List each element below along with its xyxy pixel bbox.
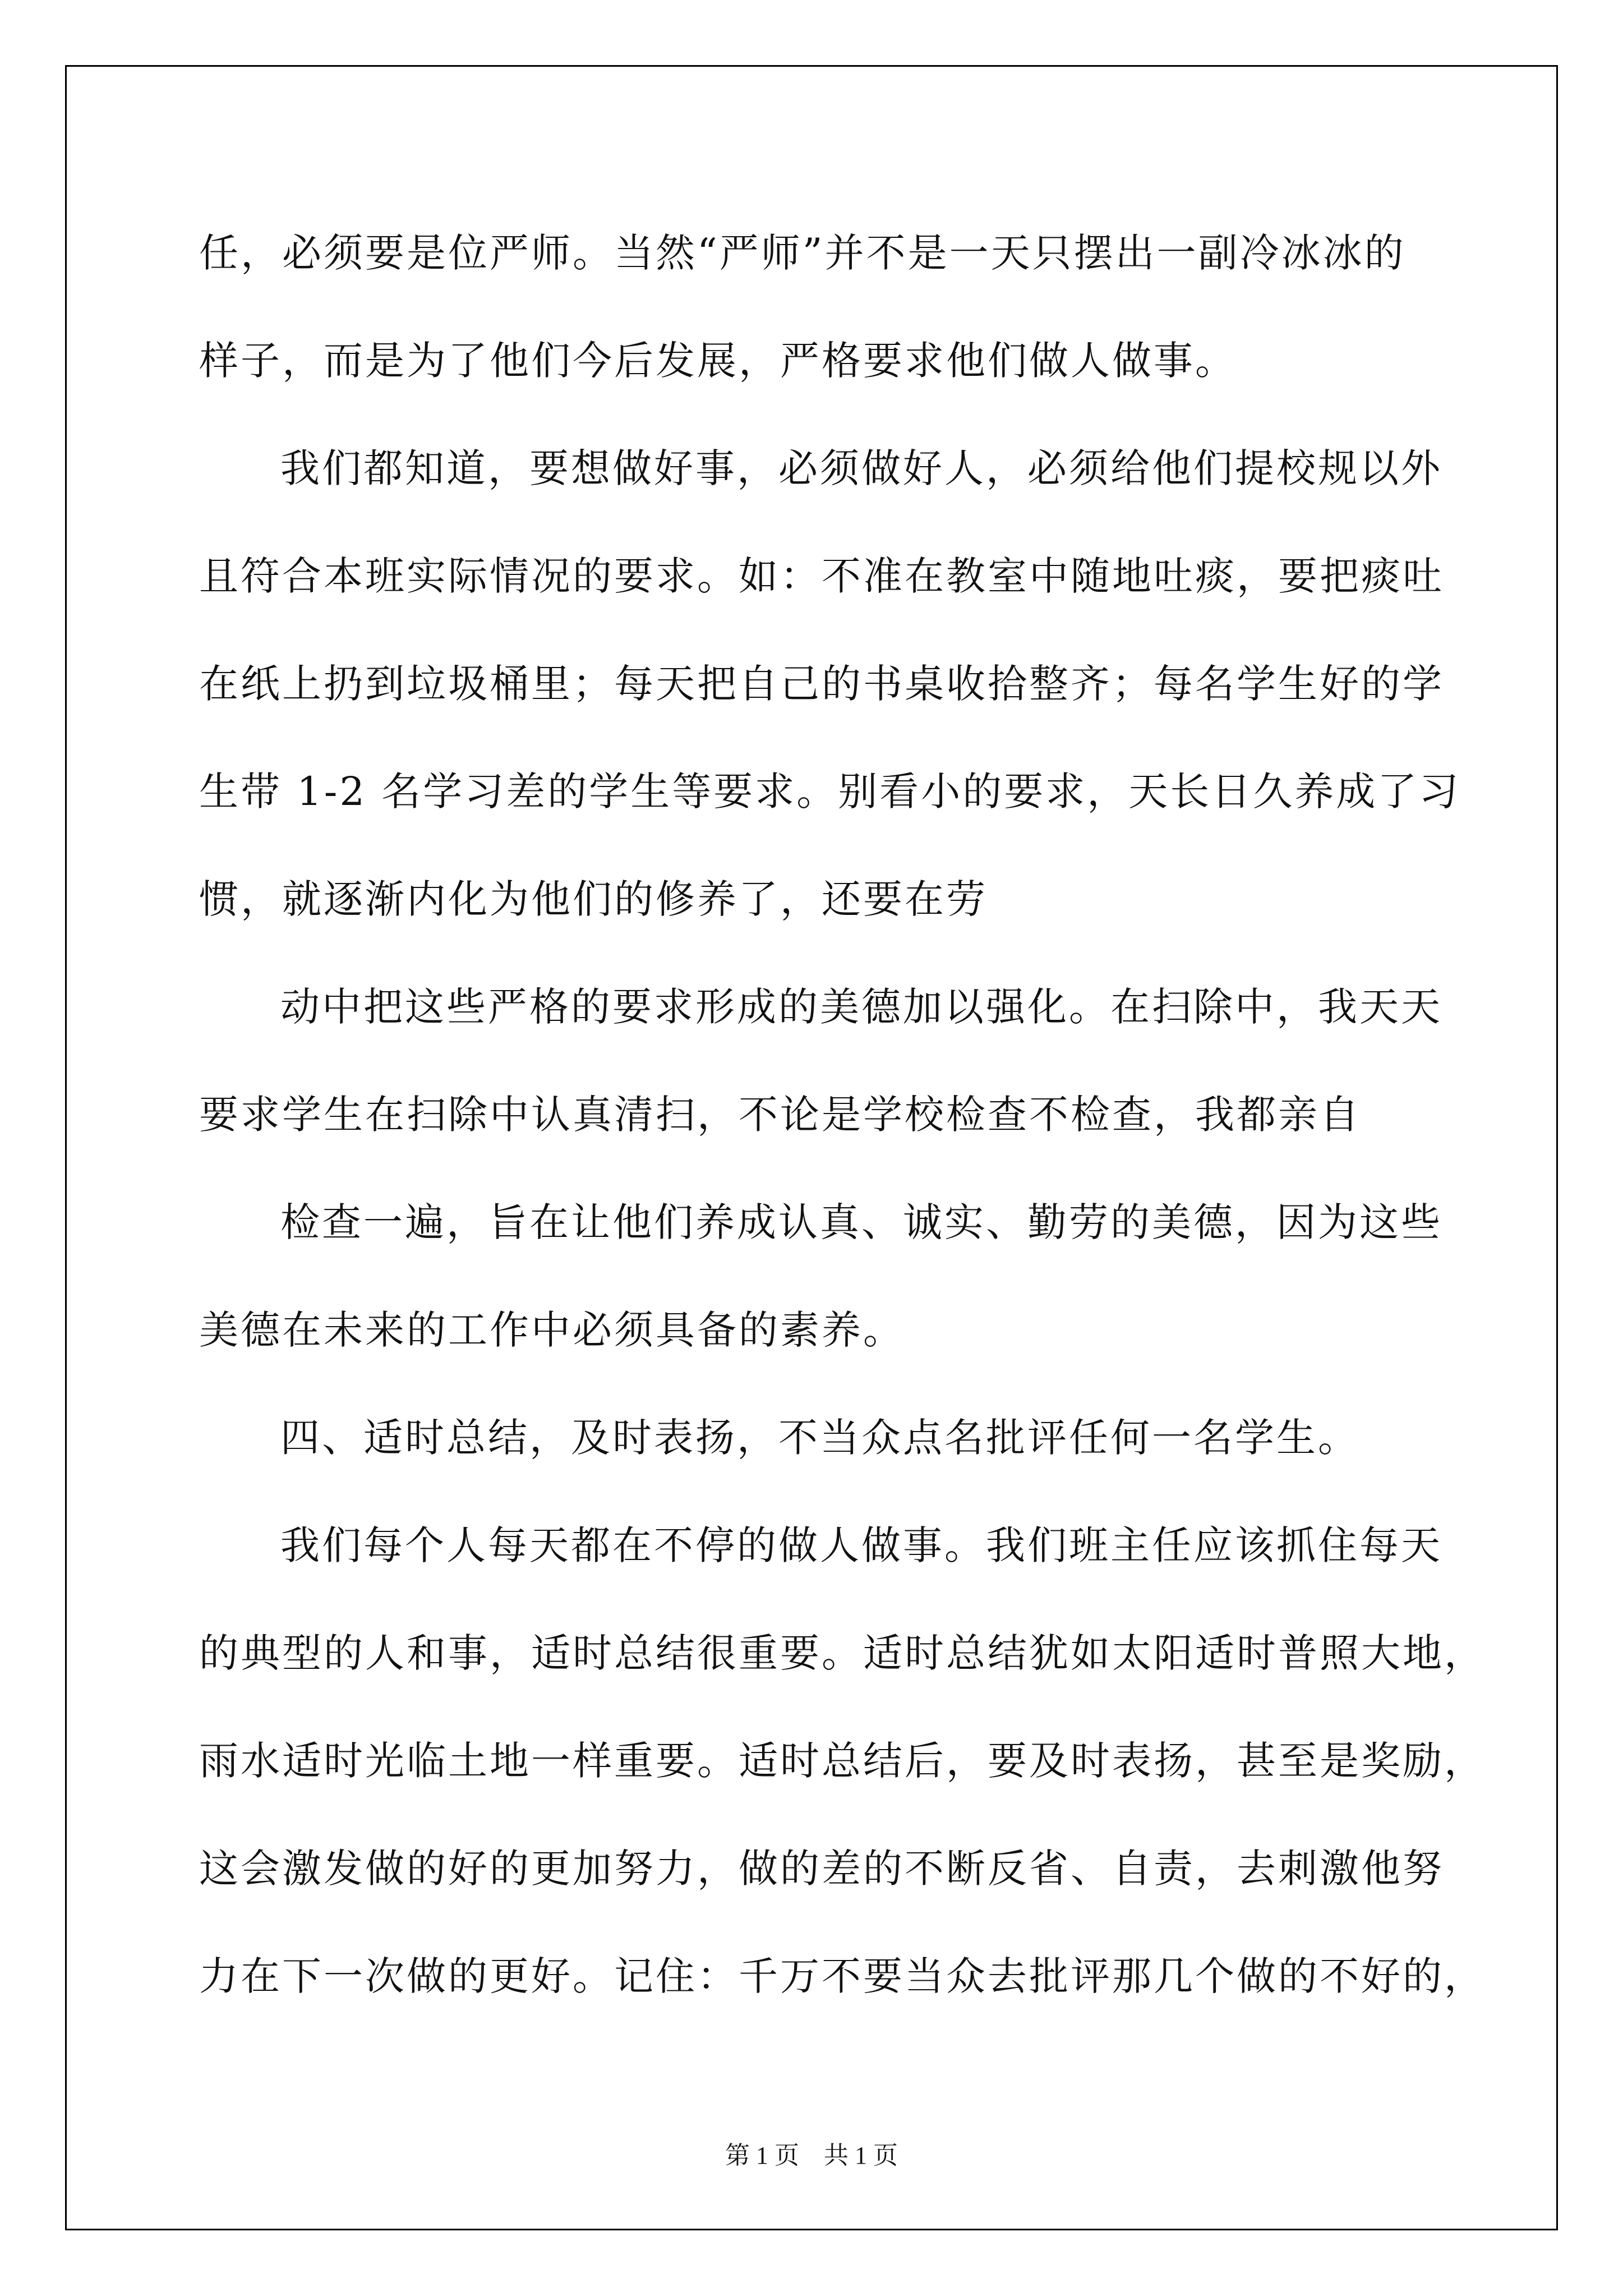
text-line: 样子，而是为了他们今后发展，严格要求他们做人做事。 <box>199 338 1237 384</box>
page-border <box>65 65 1558 2230</box>
text-line: 且符合本班实际情况的要求。如：不准在教室中随地吐痰，要把痰吐 <box>199 553 1444 599</box>
text-line: 生带 1-2 名学习差的学生等要求。别看小的要求，天长日久养成了习 <box>199 769 1461 815</box>
text-line: 我们每个人每天都在不停的做人做事。我们班主任应该抓住每天 <box>280 1522 1442 1568</box>
text-line: 力在下一次做的更好。记住：千万不要当众去批评那几个做的不好的， <box>199 1953 1486 1999</box>
text-line: 惯，就逐渐内化为他们的修养了，还要在劳 <box>199 876 988 922</box>
text-line: 在纸上扔到垃圾桶里；每天把自己的书桌收拾整齐；每名学生好的学 <box>199 661 1444 707</box>
section-heading: 四、适时总结，及时表扬，不当众点名批评任何一名学生。 <box>280 1415 1359 1461</box>
text-line: 检查一遍，旨在让他们养成认真、诚实、勤劳的美德，因为这些 <box>280 1199 1442 1245</box>
page-footer: 第 1 页 共 1 页 <box>725 2142 898 2169</box>
text-line: 要求学生在扫除中认真清扫，不论是学校检查不检查，我都亲自 <box>199 1092 1361 1138</box>
text-line: 雨水适时光临土地一样重要。适时总结后，要及时表扬，甚至是奖励， <box>199 1738 1486 1784</box>
text-line: 动中把这些严格的要求形成的美德加以强化。在扫除中，我天天 <box>280 984 1442 1030</box>
text-line: 这会激发做的好的更加努力，做的差的不断反省、自责，去刺激他努 <box>199 1846 1444 1892</box>
text-line: 美德在未来的工作中必须具备的素养。 <box>199 1307 905 1353</box>
text-line: 任，必须要是位严师。当然“严师”并不是一天只摆出一副冷冰冰的 <box>199 230 1406 276</box>
text-line: 我们都知道，要想做好事，必须做好人，必须给他们提校规以外 <box>280 445 1442 491</box>
text-line: 的典型的人和事，适时总结很重要。适时总结犹如太阳适时普照大地， <box>199 1630 1486 1676</box>
